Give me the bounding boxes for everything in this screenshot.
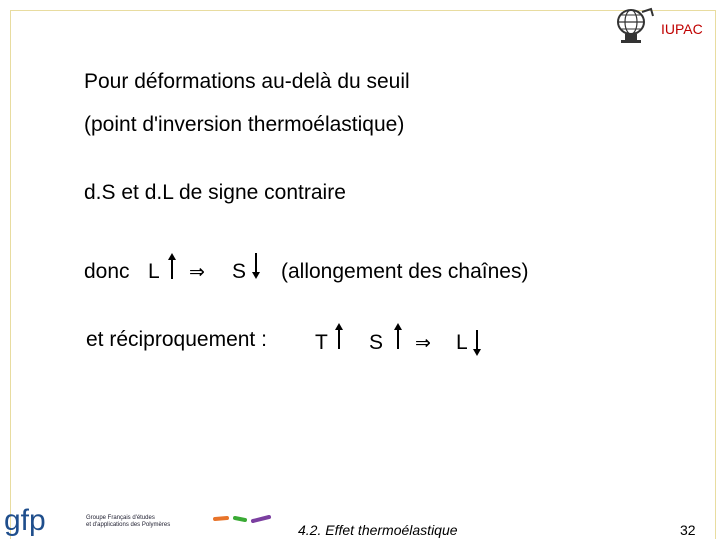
- gfp-subtitle-line-2: et d'applications des Polymères: [86, 522, 171, 528]
- line-4-var-S: S: [232, 260, 247, 283]
- decorative-dashes-icon: [213, 513, 273, 527]
- line-5-var-L: L: [456, 331, 468, 354]
- line-1: Pour déformations au-delà du seuil: [84, 70, 410, 93]
- gfp-logo-text: gfp: [4, 506, 46, 537]
- gfp-logo: [4, 506, 64, 538]
- page-number: 32: [680, 522, 696, 538]
- arrow-down-icon: [251, 253, 261, 279]
- arrow-down-icon: [472, 330, 482, 356]
- implies-symbol: ⇒: [189, 262, 205, 283]
- line-2: (point d'inversion thermoélastique): [84, 113, 405, 136]
- line-5-prefix: et réciproquement :: [86, 328, 267, 351]
- footer-section-title: 4.2. Effet thermoélastique: [298, 522, 458, 538]
- implies-symbol: ⇒: [415, 333, 431, 354]
- arrow-up-icon: [167, 253, 177, 279]
- iupac-globe-icon: [611, 6, 657, 46]
- line-3: d.S et d.L de signe contraire: [84, 181, 346, 204]
- line-5-var-S: S: [369, 331, 384, 354]
- line-4-var-L: L: [148, 260, 160, 283]
- iupac-label: IUPAC: [661, 21, 703, 37]
- arrow-up-icon: [334, 323, 344, 349]
- gfp-subtitle-line-1: Groupe Français d'études: [86, 515, 155, 521]
- line-4-prefix: donc: [84, 260, 130, 283]
- line-5-var-T: T: [315, 331, 328, 354]
- gfp-subtitle: [86, 515, 170, 529]
- line-4-note: (allongement des chaînes): [281, 260, 529, 283]
- arrow-up-icon: [393, 323, 403, 349]
